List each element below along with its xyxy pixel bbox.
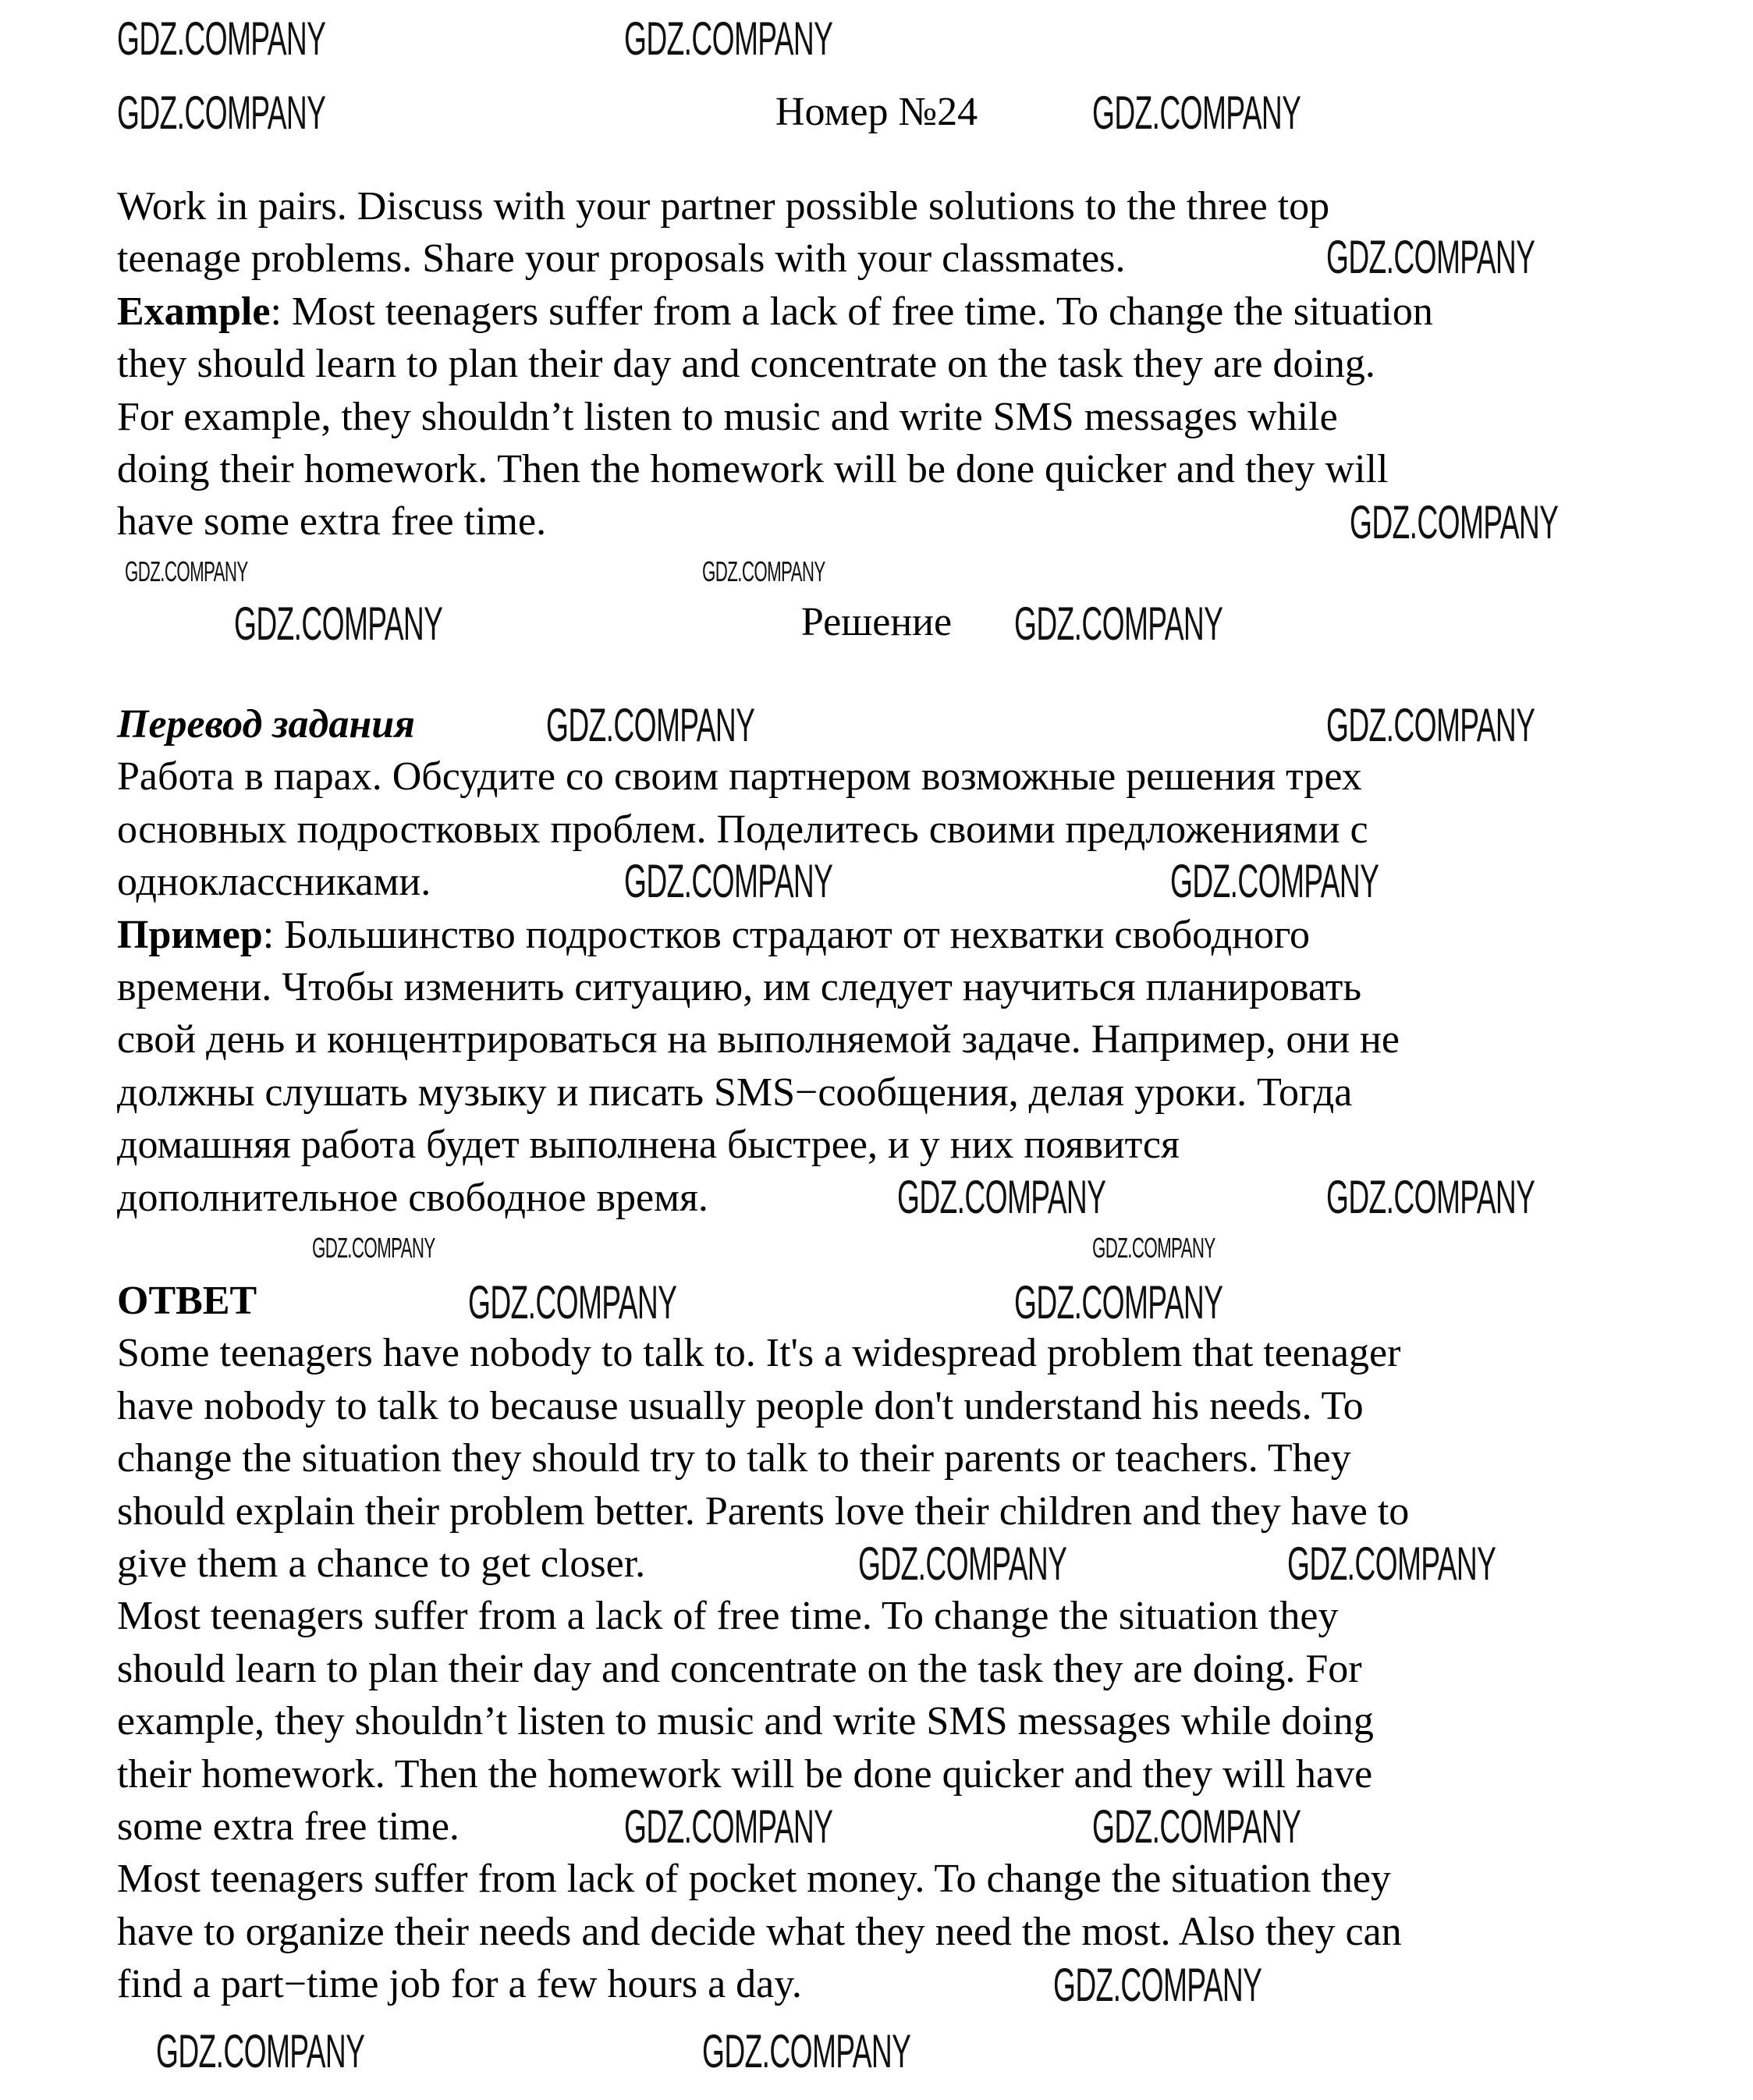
example-label: Пример (117, 912, 263, 957)
watermark: GDZ.COMPANY (1326, 1171, 1535, 1223)
text-line: Most teenagers suffer from a lack of free time. To change the situation they (117, 1594, 1339, 1639)
watermark: GDZ.COMPANY (702, 2025, 911, 2077)
text-line: doing their homework. Then the homework will be done quicker and they will (117, 447, 1389, 492)
watermark: GDZ.COMPANY (1326, 231, 1535, 283)
text-line: example, they shouldn’t listen to music and write SMS messages while doing (117, 1699, 1374, 1744)
watermark: GDZ.COMPANY (1326, 699, 1535, 751)
watermark: GDZ.COMPANY (125, 555, 248, 587)
text-span: : Most teenagers suffer from a lack of free time. To change the situation (270, 289, 1433, 334)
translation-text (117, 750, 1677, 1224)
watermark: GDZ.COMPANY (117, 87, 326, 139)
text-line: their homework. Then the homework will be done quicker and they will have (117, 1751, 1373, 1797)
watermark: GDZ.COMPANY (897, 1171, 1106, 1223)
translation-section (117, 698, 1677, 1224)
watermark: GDZ.COMPANY (117, 12, 326, 65)
text-line: Most teenagers suffer from lack of pocket money. To change the situation they (117, 1857, 1391, 1902)
text-line: find a part−time job for a few hours a day. (117, 1962, 802, 2007)
watermark: GDZ.COMPANY (1092, 1800, 1301, 1853)
text-line: have to organize their needs and decide what they need the most. Also they can (117, 1909, 1402, 1954)
watermark: GDZ.COMPANY (1014, 1276, 1223, 1328)
watermark: GDZ.COMPANY (1014, 598, 1223, 650)
watermark: GDZ.COMPANY (624, 1800, 833, 1853)
translation-heading: Перевод задания (117, 702, 415, 747)
text-line: домашняя работа будет выполнена быстрее, и у них появится (117, 1123, 1180, 1168)
watermark: GDZ.COMPANY (1287, 1538, 1496, 1590)
text-line: give them a chance to get closer. (117, 1541, 646, 1587)
watermark: GDZ.COMPANY (1170, 855, 1379, 907)
text-line: some extra free time. (117, 1804, 460, 1850)
text-line: свой день и концентрироваться на выполняемой задаче. Например, они не (117, 1017, 1400, 1062)
text-line: дополнительное свободное время. (117, 1175, 708, 1220)
text-line: должны слушать музыку и писать SMS−сообщения, делая уроки. Тогда (117, 1070, 1353, 1115)
watermark: GDZ.COMPANY (624, 12, 833, 65)
text-line: Работа в парах. Обсудите со своим партнером возможные решения трех (117, 754, 1362, 800)
text-line (117, 286, 1677, 338)
text-line: Work in pairs. Discuss with your partner possible solutions to the three top (117, 184, 1330, 229)
watermark: GDZ.COMPANY (702, 555, 825, 587)
answer-section (117, 1275, 1677, 2011)
watermark: GDZ.COMPANY (624, 855, 833, 907)
watermark: GDZ.COMPANY (1092, 87, 1301, 139)
watermark: GDZ.COMPANY (1350, 496, 1559, 548)
watermark: GDZ.COMPANY (858, 1538, 1067, 1590)
text-line: Some teenagers have nobody to talk to. It's a widespread problem that teenager (117, 1331, 1401, 1376)
text-line: change the situation they should try to talk to their parents or teachers. They (117, 1436, 1351, 1481)
text-line: should explain their problem better. Parents love their children and they have to (117, 1488, 1410, 1534)
text-line: they should learn to plan their day and concentrate on the task they are doing. (117, 342, 1375, 387)
text-line: should learn to plan their day and concentrate on the task they are doing. For (117, 1646, 1362, 1691)
page-title: Номер №24 (775, 90, 978, 134)
text-line: одноклассниками. (117, 860, 431, 905)
watermark: GDZ.COMPANY (312, 1232, 435, 1264)
text-line: основных подростковых проблем. Поделитесь своими предложениями с (117, 807, 1368, 852)
example-label: Example (117, 289, 271, 334)
text-line: teenage problems. Share your proposals with your classmates. (117, 236, 1126, 282)
text-line: времени. Чтобы изменить ситуацию, им следует научиться планировать (117, 965, 1362, 1010)
text-line: have nobody to talk to because usually people don't understand his needs. To (117, 1383, 1364, 1428)
watermark: GDZ.COMPANY (234, 598, 443, 650)
answer-heading: ОТВЕТ (117, 1279, 257, 1323)
watermark: GDZ.COMPANY (1053, 1959, 1262, 2011)
text-span: : Большинство подростков страдают от нехватки свободного (262, 912, 1310, 957)
watermark: GDZ.COMPANY (546, 699, 755, 751)
text-line: have some extra free time. (117, 499, 547, 545)
text-line: For example, they shouldn’t listen to music and write SMS messages while (117, 394, 1338, 439)
solution-title: Решение (800, 600, 953, 644)
watermark: GDZ.COMPANY (468, 1276, 677, 1328)
text-line (117, 909, 1677, 961)
answer-text (117, 1327, 1677, 2010)
watermark: GDZ.COMPANY (1092, 1232, 1215, 1264)
watermark: GDZ.COMPANY (156, 2025, 365, 2077)
